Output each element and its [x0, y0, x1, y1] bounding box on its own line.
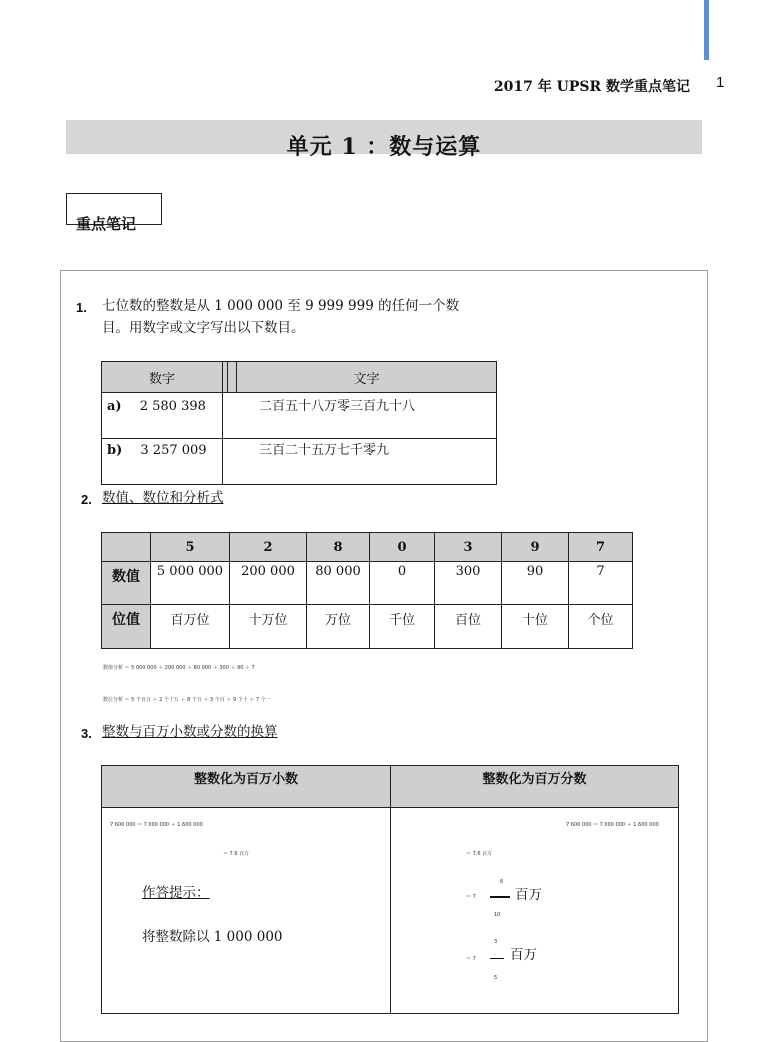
q2-digit-cell: 2	[230, 533, 307, 562]
q2-analysis-values: 数值分析 ＝ 5 000 000 ＋ 200 000 ＋ 80 000 ＋ 300 ＋ 90 ＋ 7	[103, 665, 255, 671]
q2-digit-cell: 8	[307, 533, 370, 562]
q3-title: 整数与百万小数或分数的换算	[102, 724, 278, 740]
q3-hint-text: 将整数除以 1 000 000	[142, 929, 283, 945]
q1-header-words: 文字	[237, 362, 497, 393]
q1-number: 1.	[76, 300, 87, 315]
q2-value-cell: 7	[569, 562, 633, 605]
q2-digit-cell: 3	[435, 533, 502, 562]
q2-value-cell: 90	[502, 562, 569, 605]
q2-place-cell: 个位	[569, 605, 633, 649]
q1-row-a-words: 二百五十八万零三百九十八	[223, 393, 497, 439]
q2-value-cell: 5 000 000	[151, 562, 230, 605]
q3-fraction1-bar	[490, 896, 510, 898]
q3-right-cell	[391, 808, 679, 1014]
q2-digit-cell: 0	[370, 533, 435, 562]
unit-title: 单元 1 ：数与运算	[286, 134, 482, 160]
side-accent-bar	[704, 0, 709, 60]
q2-value-cell: 200 000	[230, 562, 307, 605]
q3-header-right: 整数化为百万分数	[391, 766, 679, 808]
q2-place-cell: 十万位	[230, 605, 307, 649]
q1-header-digits: 数字	[102, 362, 223, 393]
q2-place-cell: 百位	[435, 605, 502, 649]
q3-hint-title: 作答提示：	[142, 885, 210, 901]
q2-place-cell: 万位	[307, 605, 370, 649]
q2-digit-cell: 5	[151, 533, 230, 562]
q2-analysis-places: 数位分析 ＝ 5 个百万 ＋ 2 个十万 ＋ 8 个万 ＋ 3 个百 ＋ 9 个十 ＋ 7 个一	[103, 697, 271, 703]
q2-digit-cell: 7	[569, 533, 633, 562]
q3-fraction2-denominator: 5	[494, 975, 498, 981]
q3-left-cell	[102, 808, 391, 1014]
q2-place-value-table	[101, 532, 633, 649]
q2-number: 2.	[81, 492, 92, 507]
q2-title: 数值、数位和分析式	[102, 490, 224, 506]
q2-value-cell: 300	[435, 562, 502, 605]
q2-value-cell: 80 000	[307, 562, 370, 605]
q2-value-cell: 0	[370, 562, 435, 605]
q3-fraction2-bar	[490, 958, 504, 959]
notes-label: 重点笔记	[76, 215, 137, 233]
q1-row-b-words: 三百二十五万七千零九	[223, 439, 497, 485]
q3-fraction1-numerator: 6	[500, 879, 504, 885]
q3-fraction1-denominator: 10	[494, 912, 501, 918]
q3-fraction2-numerator: 3	[494, 939, 498, 945]
header-title: 2017 年 UPSR 数学重点笔记	[493, 79, 690, 95]
q3-right-equation-2: ＝ 7.6 百万	[466, 851, 493, 857]
page-number: 1	[716, 74, 725, 91]
q3-header-left: 整数化为百万小数	[102, 766, 391, 808]
q2-place-cell: 千位	[370, 605, 435, 649]
q2-digit-cell: 9	[502, 533, 569, 562]
q1-number-words-table	[101, 361, 497, 485]
q1-text-line2: 目。用数字或文字写出以下数目。	[102, 320, 305, 336]
q3-fraction1-unit: 百万	[515, 887, 542, 903]
q2-value-label: 数值	[102, 562, 151, 605]
q1-text-line1: 七位数的整数是从 1 000 000 至 9 999 999 的任何一个数	[102, 298, 460, 314]
q1-row-a-digits: a) 2 580 398	[102, 393, 223, 439]
q3-left-equation-1: 7 600 000 ＝ 7 000 000 ＋ 1 600 000	[110, 822, 203, 828]
q3-fraction2-prefix: ＝ 7	[466, 956, 476, 962]
q3-fraction1-prefix: ＝ 7	[466, 894, 476, 900]
q3-fraction2-unit: 百万	[510, 947, 537, 963]
q2-place-cell: 百万位	[151, 605, 230, 649]
q1-row-b-digits: b) 3 257 009	[102, 439, 223, 485]
q3-right-equation-1: 7 600 000 ＝ 7 000 000 ＋ 1 600 000	[566, 822, 659, 828]
q3-left-equation-2: ＝ 7.6 百万	[223, 851, 250, 857]
q3-number: 3.	[81, 726, 92, 741]
q2-place-cell: 十位	[502, 605, 569, 649]
q2-place-label: 位值	[102, 605, 151, 649]
